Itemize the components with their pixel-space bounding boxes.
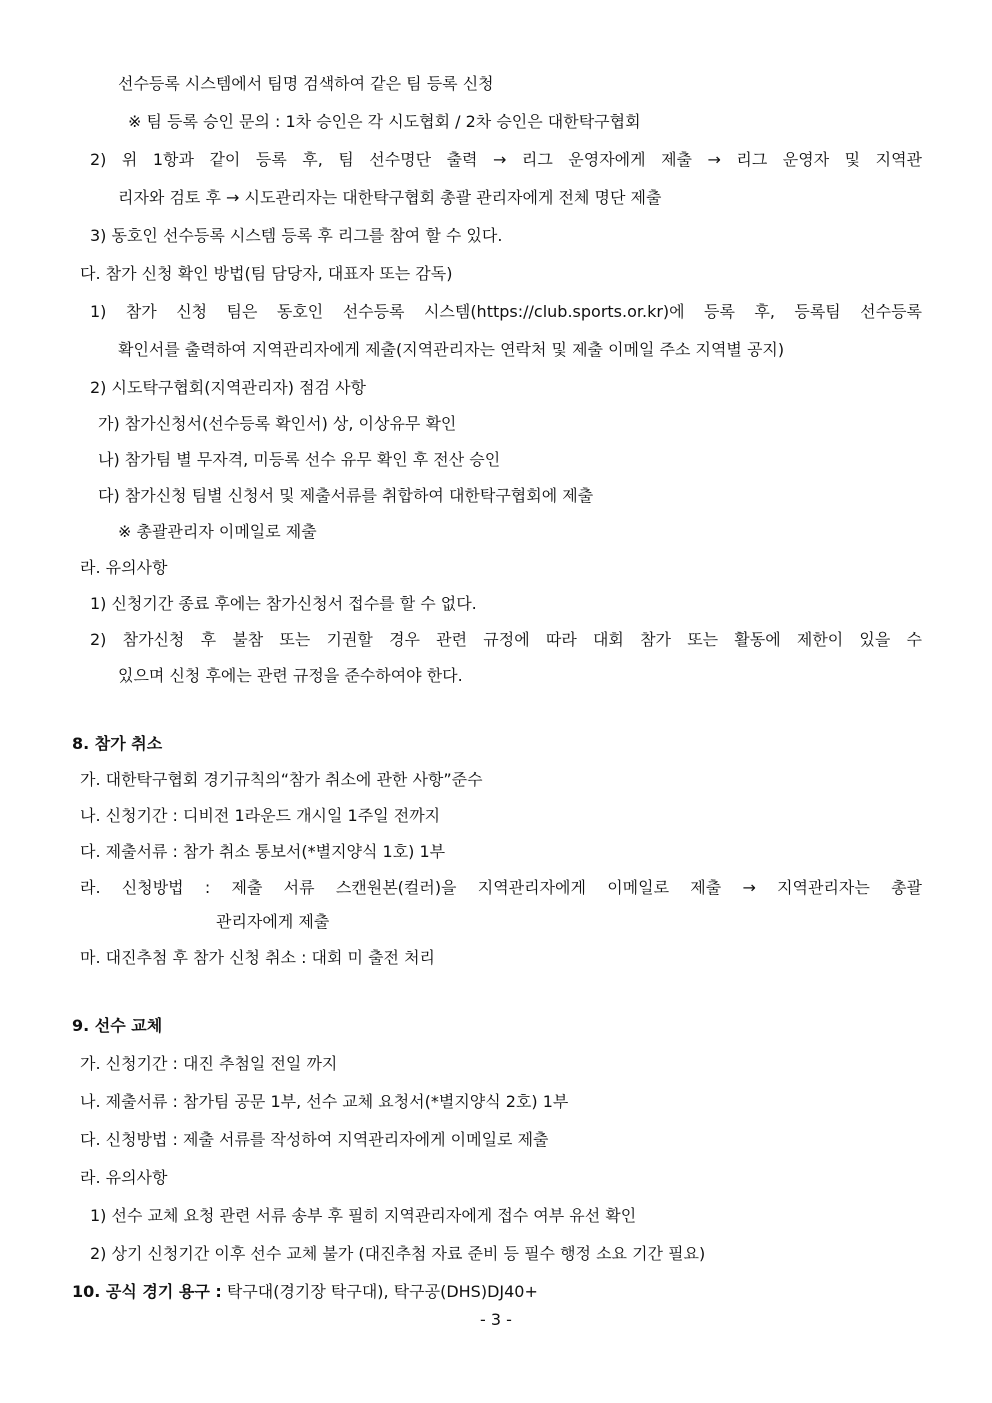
section-item: 다. 참가 신청 확인 방법(팀 담당자, 대표자 또는 감독) (80, 264, 453, 283)
text-line: 1) 신청기간 종료 후에는 참가신청서 접수를 할 수 없다. (90, 594, 477, 613)
equipment-text: 탁구대(경기장 탁구대), 탁구공(DHS)DJ40+ (226, 1282, 538, 1301)
section-item: 마. 대진추첨 후 참가 신청 취소 : 대회 미 출전 처리 (80, 948, 436, 967)
text-line: 리자와 검토 후 → 시도관리자는 대한탁구협회 총괄 관리자에게 전체 명단 제출 (118, 188, 662, 207)
text-line: 2) 시도탁구협회(지역관리자) 점검 사항 (90, 378, 367, 397)
text-line: 관리자에게 제출 (216, 912, 330, 931)
section-item: 가. 대한탁구협회 경기규칙의“참가 취소에 관한 사항”준수 (80, 770, 483, 789)
note-line: ※ 총괄관리자 이메일로 제출 (118, 522, 317, 541)
section-item: 다. 제출서류 : 참가 취소 통보서(*별지양식 1호) 1부 (80, 842, 446, 861)
text-line: 2) 상기 신청기간 이후 선수 교체 불가 (대진추첨 자료 준비 등 필수 행정 소요 기간 필요) (90, 1244, 706, 1263)
text-line: 가) 참가신청서(선수등록 확인서) 상, 이상유무 확인 (98, 414, 457, 433)
text-line: 선수등록 시스템에서 팀명 검색하여 같은 팀 등록 신청 (118, 74, 494, 93)
section-heading: 8. 참가 취소 (72, 734, 163, 753)
text-line: 3) 동호인 선수등록 시스템 등록 후 리그를 참여 할 수 있다. (90, 226, 503, 245)
section-heading: 9. 선수 교체 (72, 1016, 163, 1035)
section-heading-line (72, 1282, 538, 1302)
section-item: 다. 신청방법 : 제출 서류를 작성하여 지역관리자에게 이메일로 제출 (80, 1130, 549, 1149)
section-item: 나. 신청기간 : 디비전 1라운드 개시일 1주일 전까지 (80, 806, 441, 825)
section-item: 라. 신청방법 : 제출 서류 스캔원본(컬러)을 지역관리자에게 이메일로 제출 → 지역관리자는 총괄 (80, 878, 922, 897)
text-line: 1) 선수 교체 요청 관련 서류 송부 후 필히 지역관리자에게 접수 여부 유선 확인 (90, 1206, 637, 1225)
section-item: 라. 유의사항 (80, 558, 168, 577)
section-item: 라. 유의사항 (80, 1168, 168, 1187)
text-line: 2) 참가신청 후 불참 또는 기권할 경우 관련 규정에 따라 대회 참가 또는 활동에 제한이 있을 수 (90, 630, 922, 649)
section-item: 나. 제출서류 : 참가팀 공문 1부, 선수 교체 요청서(*별지양식 2호) 1부 (80, 1092, 569, 1111)
text-line: 확인서를 출력하여 지역관리자에게 제출(지역관리자는 연락처 및 제출 이메일 주소 지역별 공지) (118, 340, 785, 359)
section-heading: 10. 공식 경기 용구 : (72, 1282, 222, 1301)
text-line: 2) 위 1항과 같이 등록 후, 팀 선수명단 출력 → 리그 운영자에게 제출 → 리그 운영자 및 지역관 (90, 150, 922, 169)
text-line: 다) 참가신청 팀별 신청서 및 제출서류를 취합하여 대한탁구협회에 제출 (98, 486, 594, 505)
text-line: 있으며 신청 후에는 관련 규정을 준수하여야 한다. (118, 666, 463, 685)
section-item: 가. 신청기간 : 대진 추첨일 전일 까지 (80, 1054, 338, 1073)
text-line: 1) 참가 신청 팀은 동호인 선수등록 시스템(https://club.sports.or.kr)에 등록 후, 등록팀 선수등록 (90, 302, 922, 321)
page-number: - 3 - (480, 1310, 512, 1329)
text-line: 나) 참가팀 별 무자격, 미등록 선수 유무 확인 후 전산 승인 (98, 450, 501, 469)
note-line: ※ 팀 등록 승인 문의 : 1차 승인은 각 시도협회 / 2차 승인은 대한탁구협회 (128, 112, 641, 131)
